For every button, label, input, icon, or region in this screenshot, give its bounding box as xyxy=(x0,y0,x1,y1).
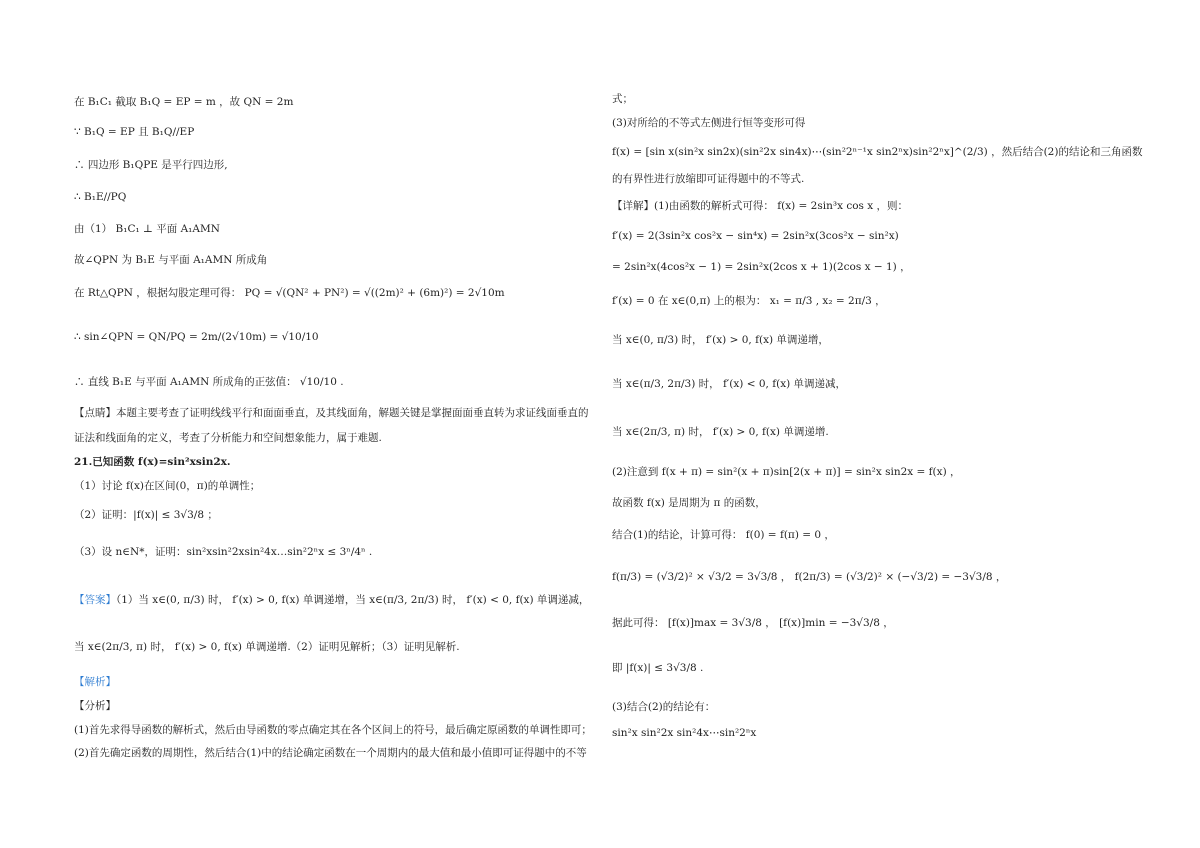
left-line-9: ∴ 直线 B₁E 与平面 A₁AMN 所成角的正弦值： √10/10 . xyxy=(74,376,344,388)
left-line-3: ∴ 四边形 B₁QPE 是平行四边形, xyxy=(74,159,228,171)
left-line-16: 【答案】（1）当 x∈(0, π/3) 时， f′(x) > 0, f(x) 单调递增，当 x∈(π/3, 2π/3) 时， f′(x) < 0, f(x) 单调递减， xyxy=(74,594,590,606)
right-line-2: (3)对所给的不等式左侧进行恒等变形可得 xyxy=(612,117,806,129)
left-line-17: 当 x∈(2π/3, π) 时， f′(x) > 0, f(x) 单调递增.（2）证明见解析；（3）证明见解析. xyxy=(74,641,460,653)
right-line-4: 的有界性进行放缩即可证得题中的不等式. xyxy=(612,173,805,185)
right-line-8: f′(x) = 0 在 x∈(0,π) 上的根为： x₁ = π/3 , x₂ = 2π/3 ， xyxy=(612,295,886,307)
right-line-3: f(x) = [sin x(sin²x sin2x)(sin²2x sin4x)⋯(sin²2ⁿ⁻¹x sin2ⁿx)sin²2ⁿx]^(2/3) ，然后结合(2)的结论和三角函数 xyxy=(612,146,1143,158)
left-line-19: 【分析】 xyxy=(74,700,116,712)
left-line-13: （1）讨论 f(x)在区间(0，π)的单调性； xyxy=(74,480,261,492)
right-line-9: 当 x∈(0, π/3) 时， f′(x) > 0, f(x) 单调递增， xyxy=(612,334,829,346)
left-line-6: 故∠QPN 为 B₁E 与平面 A₁AMN 所成角 xyxy=(74,254,268,266)
left-line-14: （2）证明：|f(x)| ≤ 3√3/8 ； xyxy=(74,509,218,521)
left-line-11: 证法和线面角的定义，考查了分析能力和空间想象能力，属于难题. xyxy=(74,432,382,444)
right-line-13: 故函数 f(x) 是周期为 π 的函数， xyxy=(612,497,766,509)
right-line-16: 据此可得： [f(x)]max = 3√3/8 ， [f(x)]min = −3√3/8 ， xyxy=(612,617,894,629)
right-line-11: 当 x∈(2π/3, π) 时， f′(x) > 0, f(x) 单调递增. xyxy=(612,426,829,438)
left-line-15: （3）设 n∈N*，证明：sin²xsin²2xsin²4x…sin²2ⁿx ≤ 3ⁿ/4ⁿ . xyxy=(74,546,373,558)
left-line-20: (1)首先求得导函数的解析式，然后由导函数的零点确定其在各个区间上的符号，最后确定原函数的单调性即可； xyxy=(74,724,592,736)
left-line-10: 【点睛】本题主要考查了证明线线平行和面面垂直，及其线面角，解题关键是掌握面面垂直转为求证线面垂直的 xyxy=(74,407,589,419)
right-line-14: 结合(1)的结论，计算可得： f(0) = f(π) = 0 ， xyxy=(612,529,835,541)
right-line-15: f(π/3) = (√3/2)² × √3/2 = 3√3/8 ， f(2π/3) = (√3/2)² × (−√3/2) = −3√3/8 ， xyxy=(612,571,1007,583)
left-line-21: (2)首先确定函数的周期性，然后结合(1)中的结论确定函数在一个周期内的最大值和最小值即可证得题中的不等 xyxy=(74,747,587,759)
left-line-12: 21.已知函数 f(x)=sin²xsin2x. xyxy=(74,456,231,468)
right-line-18: (3)结合(2)的结论有： xyxy=(612,701,716,713)
left-line-18: 【解析】 xyxy=(74,676,116,688)
left-line-1: 在 B₁C₁ 截取 B₁Q = EP = m ，故 QN = 2m xyxy=(74,96,294,108)
right-column xyxy=(600,0,1200,848)
right-line-1: 式； xyxy=(612,93,633,105)
right-line-12: (2)注意到 f(x + π) = sin²(x + π)sin[2(x + π)] = sin²x sin2x = f(x) ， xyxy=(612,466,961,478)
left-line-7: 在 Rt△QPN ，根据勾股定理可得： PQ = √(QN² + PN²) = √((2m)² + (6m)²) = 2√10m xyxy=(74,287,505,299)
right-line-19: sin²x sin²2x sin²4x⋯sin²2ⁿx xyxy=(612,727,757,739)
right-line-7: = 2sin²x(4cos²x − 1) = 2sin²x(2cos x + 1)(2cos x − 1) ， xyxy=(612,261,911,273)
left-line-2: ∵ B₁Q = EP 且 B₁Q//EP xyxy=(74,126,195,138)
right-line-17: 即 |f(x)| ≤ 3√3/8 . xyxy=(612,662,704,674)
right-line-5: 【详解】(1)由函数的解析式可得： f(x) = 2sin³x cos x ，则： xyxy=(612,200,909,212)
left-line-8: ∴ sin∠QPN = QN/PQ = 2m/(2√10m) = √10/10 xyxy=(74,331,319,343)
answer-tag: 【答案】 xyxy=(74,594,116,606)
left-line-5: 由（1） B₁C₁ ⊥ 平面 A₁AMN xyxy=(74,223,220,235)
left-line-4: ∴ B₁E//PQ xyxy=(74,191,127,203)
right-line-10: 当 x∈(π/3, 2π/3) 时， f′(x) < 0, f(x) 单调递减， xyxy=(612,378,847,390)
right-line-6: f′(x) = 2(3sin²x cos²x − sin⁴x) = 2sin²x(3cos²x − sin²x) xyxy=(612,230,899,242)
